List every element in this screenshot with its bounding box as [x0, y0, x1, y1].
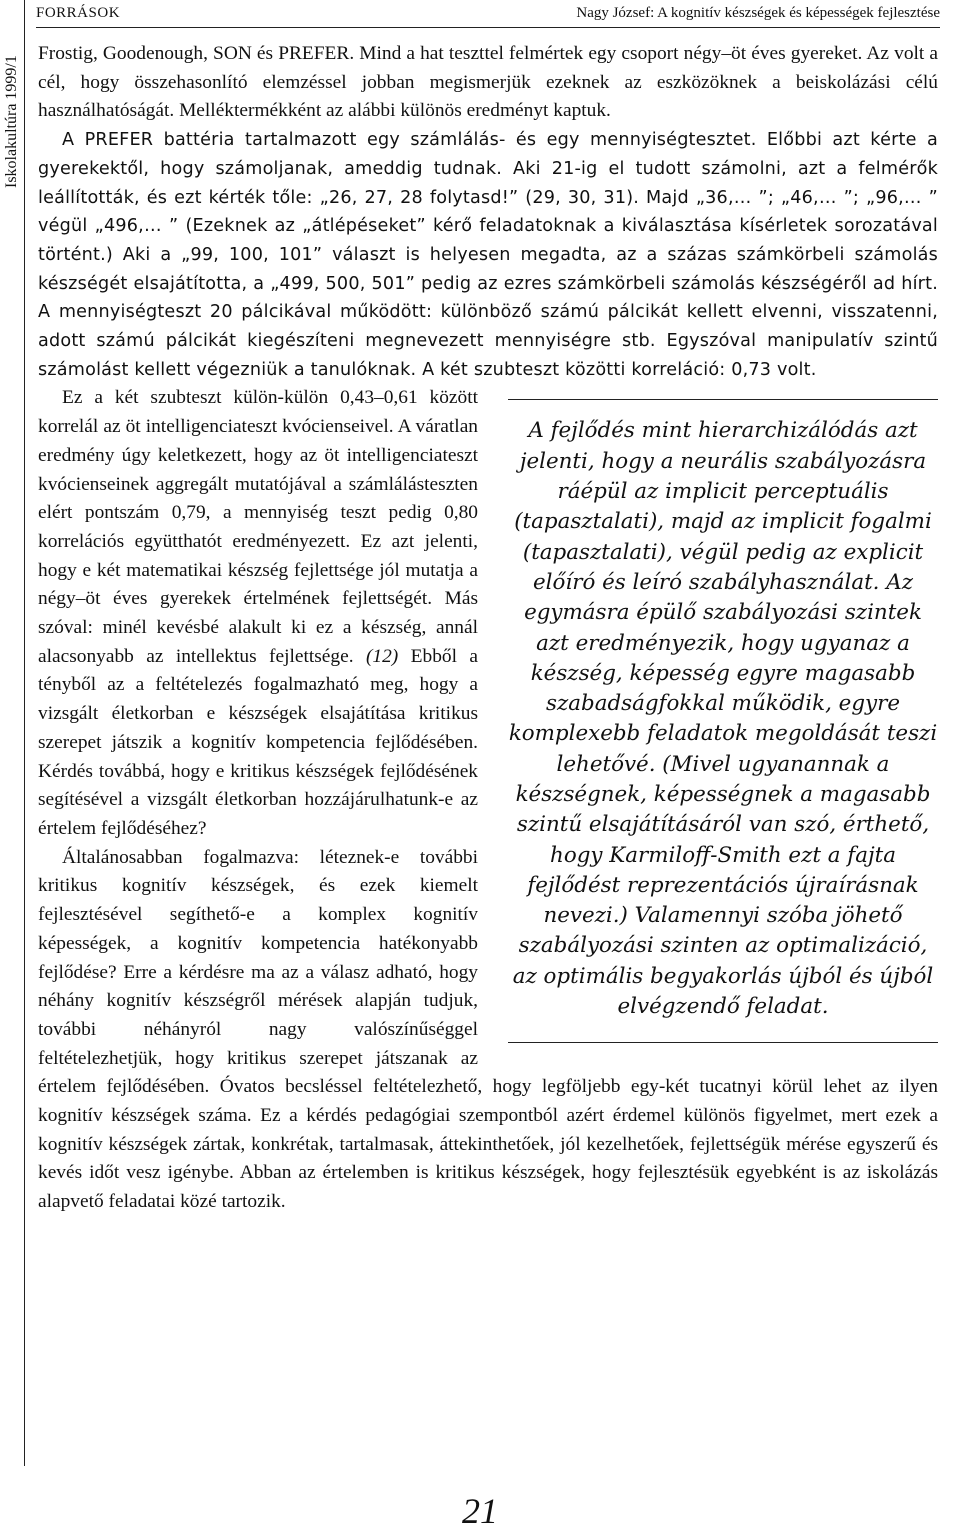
paragraph-4: Általánosabban fogalmazva: léteznek-e további kritikus kognitív készségek, és ezek kiemelt fejlesztésével segíthető-e a komplex kognitív képességek, a kognitív kompetencia hatékonyabb fejlődése? Erre a kérdésre ma az a válasz adható, hogy néhány kognitív készségről mérések alapján tudjuk, további néhányról nagy valószínűséggel feltételezhetjük, hogy kritikus szerepet játszanak az értelem fejlődésében. Óvatos becsléssel feltételezhető, hogy legföljebb egy-két tucatnyi körül lehet az ilyen kognitív készségek száma. Ez a kérdés pedagógiai szempontból azért érdemel különös figyelmet, mert ezek a kognitív készségek zártak, konkrétak, tartalmasak, áttekinthetőek, jól kezelhetőek, fejlettségük mérése egyszerű és kevés időt vesz igénybe. Abban az értelemben is kritikus készségek, hogy fejlesztésük egyebként is az iskolázás alapvető feladatai közé tartozik.	[38, 846, 938, 1213]
author-title: Nagy József: A kognitív készségek és képességek fejlesztése	[576, 5, 940, 21]
reference-marker: (12)	[365, 645, 399, 667]
paragraph-3-rest: Ebből a tényből az a feltételezés fogalmazható meg, hogy a vizsgált életkorban e készségek elsajátítása kritikus szerepet játszik a kognitív kompetencia fejlődésében. Kérdés továbbá, hogy e kritikus készségek fejlődésének segítésével a vizsgált életkorban hozzájárulhatunk-e az értelem fejlődéséhez?	[38, 645, 478, 839]
paragraph-1: Frostig, Goodenough, SON és PREFER. Mind a hat teszttel felmértek egy csoport négy–öt éves gyereket. Az volt a cél, hogy összehasonlító elemzéssel jobban megismerjük ezeknek az eszközöknek a beiskolázási célú használhatóságát. Melléktermékként az alábbi különös eredményt kaptuk.	[38, 43, 938, 122]
paragraph-3-main: Ez a két szubteszt külön-külön 0,43–0,61 között korrelál az öt intelligenciateszt kvócienseivel. A váratlan eredmény úgy keletkezett, hogy az öt intelligenciateszt kvócienseinek aggregált mutatójával a számlálásteszten elért pontszám 0,79, a mennyiség teszt pedig 0,80 korrelációs együtthatót eredményezett. Ez azt jelenti, hogy e két matematikai készség fejlettsége jól mutatja a négy–öt éves gyerekek értelmének fejlettségét. Más szóval: minél kevésbé alakult ki ez a készség, annál alacsonyabb az intellektus fejlettsége.	[38, 387, 478, 667]
section-label: FORRÁSOK	[36, 5, 121, 21]
paragraph-2-rest: Aki 21-ig el tudott számolni, azt a felmérők leállították, és ezt kérték tőle: „26, 27, 28 folytasd!” (29, 30, 31). Majd „36,… ”; „46,… ”; „96,… ” végül „496,… ” (Ezeknek az „átlépéseket” kérő feladatoknak a kiválasztása kísérletek sorozatával történt.) Aki a „99, 100, 101” választ is helyesen megadta, az a százas számkörbeli számolás készségét elsajátította, a „499, 500, 501” pedig az ezres számkörbeli számolás készségéről ad hírt. A mennyiségteszt 20 pálcikával működött: különböző számú pálcikát kellett elvenni, visszatenni, adott számú pálcikát kiegészíteni megnevezett mennyiségre stb. Egyszóval manipulatív szintű számolást kellett végezniük a tanulóknak. A két szubteszt közötti korreláció: 0,73 volt.	[38, 158, 939, 380]
journal-spine-label: Iskolakultúra 1999/1	[3, 55, 20, 188]
pull-quote: A fejlődés mint hierarchizálódás azt jelenti, hogy a neurális szabályozásra ráépül az implicit perceptuális (tapasztalati), majd az implicit fogalmi (tapasztalati), végül pedig az explicit előíró és leíró szabályhasználat. Az egymásra épülő szabályozási szintek azt eredményezik, hogy ugyanaz a készség, képesség egyre magasabb szabadságfokkal működik, egyre komplexebb feladatok megoldását teszi lehetővé. (Mivel ugyanannak a készségnek, képességnek a magasabb szintű elsajátításáról van szó, érthető, hogy Karmiloff-Smith ezt a fajta fejlődést reprezentációs újraírásnak nevezi.) Valamennyi szóba jöhető szabályozási szinten az optimalizáció, az optimális begyakorlás újból és újból elvégzendő feladat.	[508, 399, 938, 1043]
page-number: 21	[462, 1491, 498, 1531]
paragraph-2	[38, 126, 938, 384]
running-header	[36, 0, 940, 28]
journal-spine	[0, 0, 25, 1466]
paragraph-2-lead: A PREFER battéria tartalmazott egy számlálás- és egy mennyiségtesztet. Előbbi azt kérte a gyerekektől, hogy számoljanak, ameddig tudnak.	[38, 130, 938, 179]
article-body	[38, 40, 938, 1217]
